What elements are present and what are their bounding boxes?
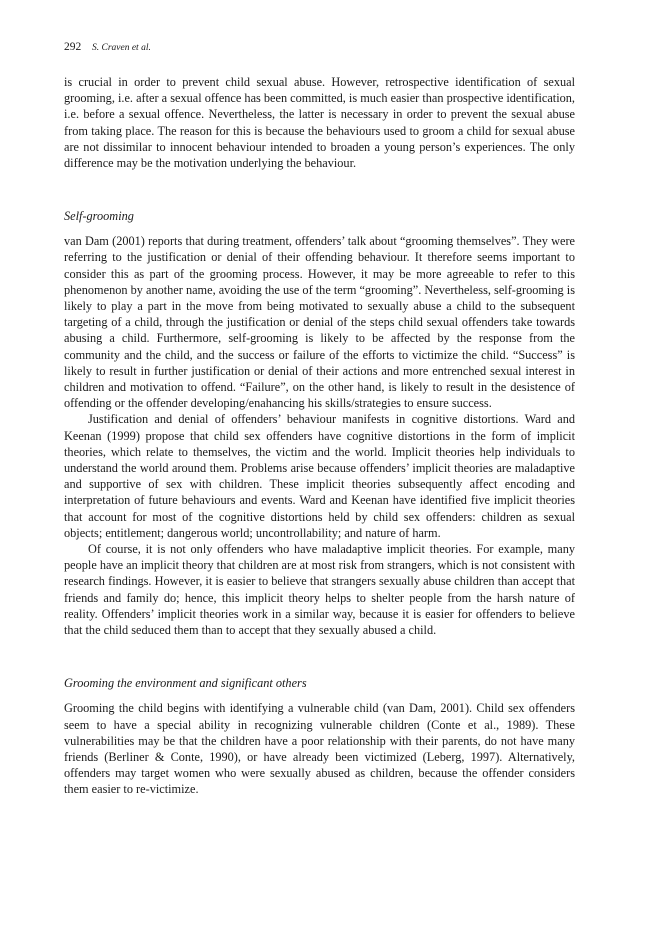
section-heading-self-grooming: Self-grooming: [64, 209, 134, 224]
section-self-grooming: [64, 208, 575, 638]
page-number: 292: [64, 41, 82, 53]
running-head-authors: S. Craven et al.: [92, 43, 151, 53]
intro-paragraph: is crucial in order to prevent child sexual abuse. However, retrospective identification of sexual grooming, i.e. after a sexual offence has been committed, is much easier than prospective identification, i.e. before a sexual offence. Nevertheless, the latter is necessary in order to prevent the sexual abuse from taking place. The reason for this is because the behaviours used to groom a child for sexual abuse are not dissimilar to innocent behaviour intended to broaden a young person’s experiences. The only difference may be the motivation underlying the behaviour.: [64, 75, 575, 171]
body-paragraph: van Dam (2001) reports that during treatment, offenders’ talk about “grooming themselves”. They were referring to the justification or denial of their offending behaviour. It therefore seems important to consider this as part of the grooming process. However, it may be more agreeable to refer to this phenomenon by another name, avoiding the use of the term “grooming”. Nevertheless, self-grooming is likely to play a part in the move from being motivated to sexually abuse a child to the subsequent targeting of a child, through the justification or denial of the steps child sexual offenders take towards abusing a child. Furthermore, self-grooming is likely to be affected by the response from the community and the child, and the success or failure of the efforts to victimize the child. “Success” is likely to result in further justification or denial of their actions and more entrenched sexual interest in children and motivation to offend. “Failure”, on the other hand, is likely to result in the desistence of offending or the offender developing/enahancing his skills/strategies to ensure success.: [64, 234, 575, 411]
section-heading-grooming-environment: Grooming the environment and significant others: [64, 676, 307, 691]
body-paragraph: Grooming the child begins with identifying a vulnerable child (van Dam, 2001). Child sex offenders seem to have a special ability in recognizing vulnerable children (Conte et al., 1989). These vulnerabilities may be that the children have a poor relationship with their parents, do not have many friends (Berliner & Conte, 1990), or have already been victimized (Leberg, 1997). Alternatively, offenders may target women who were sexually abused as children, because the offender considers them easier to re-victimize.: [64, 701, 575, 797]
running-head: [64, 40, 575, 55]
section-grooming-environment: [64, 675, 575, 797]
body-paragraph: Of course, it is not only offenders who have maladaptive implicit theories. For example, many people have an implicit theory that children are at most risk from strangers, which is not consistent with research findings. However, it is easier to believe that strangers sexually abuse children than accept that friends and family do; hence, this implicit theory helps to shelter people from the harsh nature of reality. Offenders’ implicit theories work in a similar way, because it is easier for offenders to believe that the child seduced them than to accept that they sexually abused a child.: [64, 542, 575, 638]
journal-page: [64, 40, 575, 798]
body-paragraph: Justification and denial of offenders’ behaviour manifests in cognitive distortions. Ward and Keenan (1999) propose that child sex offenders have cognitive distortions in the form of implicit theories, which relate to themselves, the victim and the world. Implicit theories help individuals to understand the world around them. Problems arise because offenders’ implicit theories are maladaptive and supportive of sex with children. These implicit theories subsequently affect encoding and interpretation of future behaviours and events. Ward and Keenan have identified five implicit theories that account for most of the cognitive distortions held by child sex offenders: children as sexual objects; entitlement; dangerous world; uncontrollability; and nature of harm.: [64, 412, 575, 540]
